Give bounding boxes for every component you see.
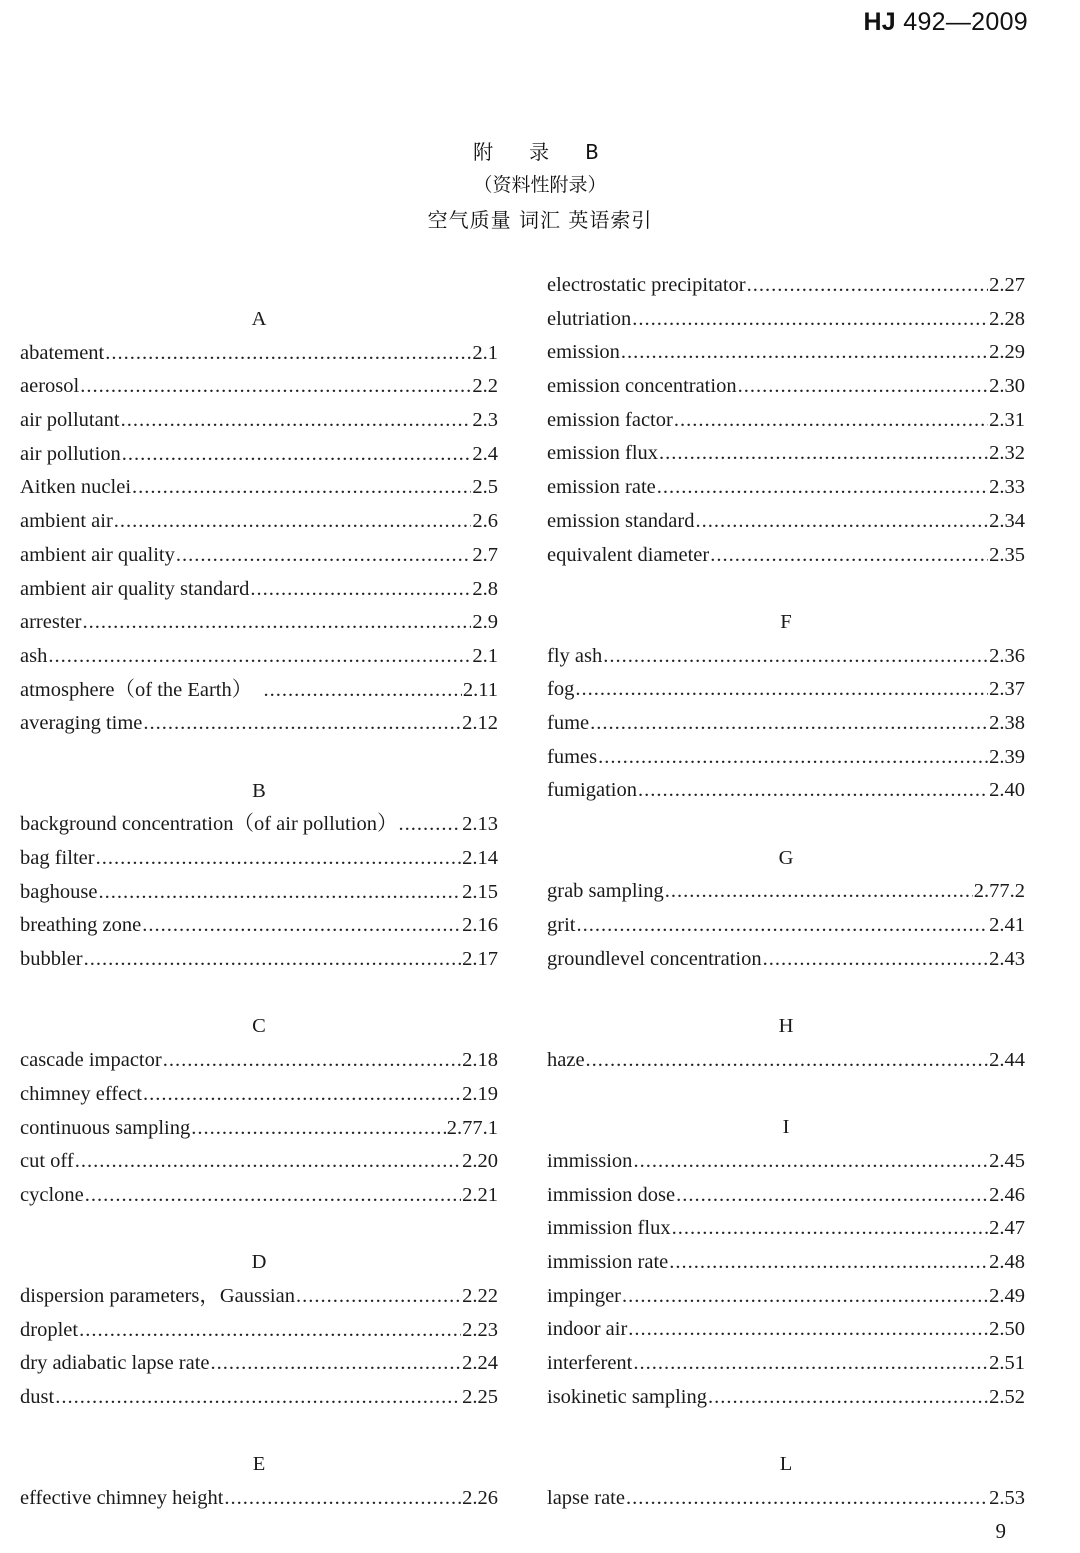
index-entry bbox=[547, 1280, 1025, 1314]
dot-leader bbox=[708, 1381, 988, 1415]
clause-number: 2.13 bbox=[462, 813, 498, 836]
clause-number: 2.77.2 bbox=[973, 880, 1025, 903]
clause-number: 2.4 bbox=[472, 442, 498, 465]
clause-number: 2.40 bbox=[989, 779, 1025, 802]
index-term: droplet bbox=[20, 1318, 79, 1341]
spacer-line bbox=[20, 741, 498, 775]
index-entry bbox=[20, 808, 498, 842]
clause-number: 2.38 bbox=[989, 711, 1025, 734]
index-entry bbox=[20, 1482, 498, 1516]
index-title: 空气质量 词汇 英语索引 bbox=[427, 208, 653, 232]
index-entry bbox=[20, 1145, 498, 1179]
dot-leader bbox=[586, 1044, 989, 1078]
clause-number: 2.2 bbox=[472, 375, 498, 398]
index-term: background concentration（of air pollution） bbox=[20, 813, 398, 836]
dot-leader bbox=[121, 404, 472, 438]
index-term: immission dose bbox=[547, 1183, 676, 1206]
index-term: indoor air bbox=[547, 1318, 628, 1341]
clause-number: 2.53 bbox=[989, 1486, 1025, 1509]
document-code-number: 492—2009 bbox=[896, 8, 1028, 36]
clause-number: 2.37 bbox=[989, 678, 1025, 701]
index-entry bbox=[20, 370, 498, 404]
index-entry bbox=[547, 640, 1025, 674]
spacer-line bbox=[547, 1078, 1025, 1112]
clause-number: 2.1 bbox=[472, 644, 498, 667]
index-entry bbox=[547, 269, 1025, 303]
index-entry bbox=[547, 404, 1025, 438]
document-code-prefix: HJ bbox=[863, 8, 897, 36]
dot-leader bbox=[176, 539, 472, 573]
clause-number: 2.30 bbox=[989, 375, 1025, 398]
index-term: isokinetic sampling bbox=[547, 1385, 707, 1408]
dot-leader bbox=[191, 1112, 445, 1146]
dot-leader bbox=[250, 573, 471, 607]
index-term: bubbler bbox=[20, 948, 83, 971]
dot-leader bbox=[79, 1314, 461, 1348]
clause-number: 2.15 bbox=[462, 880, 498, 903]
index-entry bbox=[20, 640, 498, 674]
section-letter-heading: D bbox=[251, 1251, 267, 1274]
clause-number: 2.31 bbox=[989, 408, 1025, 431]
dot-leader bbox=[628, 1313, 988, 1347]
appendix-title: 附 录 B bbox=[473, 140, 607, 164]
section-letter-heading: I bbox=[782, 1116, 790, 1139]
spacer-line bbox=[547, 572, 1025, 606]
clause-number: 2.17 bbox=[462, 948, 498, 971]
dot-leader bbox=[669, 1246, 988, 1280]
dot-leader bbox=[659, 437, 988, 471]
dot-leader bbox=[85, 1179, 461, 1213]
clause-number: 2.28 bbox=[989, 307, 1025, 330]
index-entry bbox=[547, 673, 1025, 707]
dot-leader bbox=[122, 438, 472, 472]
clause-number: 2.5 bbox=[472, 476, 498, 499]
index-term: ash bbox=[20, 644, 48, 667]
dot-leader bbox=[695, 505, 988, 539]
clause-number: 2.52 bbox=[989, 1385, 1025, 1408]
dot-leader bbox=[80, 370, 471, 404]
spacer-line bbox=[547, 808, 1025, 842]
appendix-type: （资料性附录） bbox=[473, 174, 607, 196]
index-entry bbox=[547, 707, 1025, 741]
clause-number: 2.8 bbox=[472, 577, 498, 600]
section-letter-heading: F bbox=[780, 610, 792, 633]
index-entry bbox=[547, 539, 1025, 573]
clause-number: 2.33 bbox=[989, 476, 1025, 499]
index-entry bbox=[547, 1044, 1025, 1078]
dot-leader bbox=[82, 606, 471, 640]
index-entry bbox=[547, 741, 1025, 775]
clause-number: 2.1 bbox=[472, 341, 498, 364]
clause-number: 2.18 bbox=[462, 1049, 498, 1072]
index-entry bbox=[547, 1179, 1025, 1213]
clause-number: 2.26 bbox=[462, 1487, 498, 1510]
spacer-line bbox=[547, 1414, 1025, 1448]
index-term: dust bbox=[20, 1386, 55, 1408]
dot-leader bbox=[665, 875, 973, 909]
index-term: lapse rate bbox=[547, 1486, 625, 1509]
index-term: air pollutant bbox=[20, 409, 120, 432]
index-term: air pollution bbox=[20, 442, 121, 465]
section-letter-heading: E bbox=[252, 1453, 266, 1476]
index-entry bbox=[547, 1313, 1025, 1347]
index-entry bbox=[20, 1314, 498, 1348]
dot-leader bbox=[163, 1044, 461, 1078]
dot-leader bbox=[132, 471, 471, 505]
index-entry bbox=[20, 337, 498, 371]
index-entry bbox=[547, 1212, 1025, 1246]
index-term: continuous sampling bbox=[20, 1116, 191, 1139]
clause-number: 2.6 bbox=[472, 510, 498, 533]
clause-number: 2.32 bbox=[989, 442, 1025, 465]
index-entry bbox=[547, 505, 1025, 539]
index-entry bbox=[20, 943, 498, 977]
index-term: haze bbox=[547, 1048, 585, 1071]
dot-leader bbox=[633, 1145, 988, 1179]
spacer-line bbox=[20, 1415, 498, 1449]
dot-leader bbox=[398, 808, 461, 842]
index-term: cyclone bbox=[20, 1183, 84, 1206]
clause-number: 2.20 bbox=[462, 1150, 498, 1173]
dot-leader bbox=[114, 505, 472, 539]
index-entry bbox=[20, 1347, 498, 1381]
index-term: fumigation bbox=[547, 779, 637, 802]
clause-number: 2.39 bbox=[989, 745, 1025, 768]
clause-number: 2.36 bbox=[989, 644, 1025, 667]
section-letter-heading: A bbox=[251, 308, 267, 330]
index-term: emission bbox=[547, 341, 620, 364]
dot-leader bbox=[621, 336, 988, 370]
index-term: fumes bbox=[547, 745, 598, 768]
clause-number: 2.77.1 bbox=[446, 1116, 498, 1139]
clause-number: 2.23 bbox=[462, 1318, 498, 1341]
index-entry bbox=[547, 1381, 1025, 1415]
index-entry bbox=[547, 370, 1025, 404]
index-term: fume bbox=[547, 711, 590, 734]
index-entry bbox=[20, 606, 498, 640]
section-letter-heading: H bbox=[778, 1015, 794, 1038]
dot-leader bbox=[143, 707, 461, 741]
section-letter-heading: C bbox=[252, 1015, 266, 1038]
clause-number: 2.45 bbox=[989, 1149, 1025, 1172]
clause-number: 2.48 bbox=[989, 1250, 1025, 1273]
index-term: grab sampling bbox=[547, 880, 664, 903]
clause-number: 2.14 bbox=[462, 847, 498, 869]
index-entry bbox=[547, 303, 1025, 337]
clause-number: 2.51 bbox=[989, 1352, 1025, 1374]
dot-leader bbox=[674, 404, 988, 438]
page-number: 9 bbox=[995, 1519, 1006, 1543]
index-entry bbox=[547, 875, 1025, 909]
dot-leader bbox=[598, 741, 988, 775]
index-column-left bbox=[20, 303, 498, 1516]
index-column-right bbox=[547, 269, 1025, 1515]
index-entry bbox=[20, 674, 498, 708]
index-entry bbox=[20, 1280, 498, 1314]
index-entry bbox=[547, 909, 1025, 943]
dot-leader bbox=[98, 876, 461, 910]
index-term: dry adiabatic lapse rate bbox=[20, 1352, 210, 1375]
index-entry bbox=[20, 471, 498, 505]
index-term: impinger bbox=[547, 1284, 622, 1307]
index-term: immission rate bbox=[547, 1250, 669, 1273]
index-term: arrester bbox=[20, 611, 82, 634]
dot-leader bbox=[672, 1212, 989, 1246]
index-entry bbox=[20, 876, 498, 910]
spacer-line bbox=[547, 976, 1025, 1010]
index-term: breathing zone bbox=[20, 914, 142, 937]
index-entry bbox=[20, 404, 498, 438]
clause-number: 2.16 bbox=[462, 914, 498, 937]
index-term: ambient air quality bbox=[20, 543, 175, 566]
index-entry bbox=[20, 1078, 498, 1112]
dot-leader bbox=[576, 909, 988, 943]
dot-leader bbox=[603, 640, 988, 674]
section-letter-heading: B bbox=[252, 779, 266, 802]
clause-number: 2.43 bbox=[989, 947, 1025, 970]
index-entry bbox=[20, 707, 498, 741]
index-term: emission factor bbox=[547, 408, 673, 431]
index-term: atmosphere（of the Earth） bbox=[20, 678, 263, 701]
index-term: ambient air quality standard bbox=[20, 577, 250, 600]
clause-number: 2.25 bbox=[462, 1386, 498, 1408]
clause-number: 2.7 bbox=[472, 543, 498, 566]
index-entry bbox=[20, 1179, 498, 1213]
dot-leader bbox=[747, 269, 988, 303]
index-term: grit bbox=[547, 914, 576, 937]
clause-number: 2.12 bbox=[462, 712, 498, 735]
document-code bbox=[863, 8, 1028, 37]
section-letter-heading: G bbox=[778, 846, 794, 869]
clause-number: 2.50 bbox=[989, 1318, 1025, 1341]
index-entry bbox=[20, 909, 498, 943]
index-term: fly ash bbox=[547, 644, 603, 667]
index-term: baghouse bbox=[20, 880, 98, 903]
dot-leader bbox=[710, 539, 988, 573]
clause-number: 2.3 bbox=[472, 409, 498, 432]
dot-leader bbox=[638, 774, 988, 808]
index-entry bbox=[547, 1145, 1025, 1179]
clause-number: 2.49 bbox=[989, 1284, 1025, 1307]
index-entry bbox=[547, 1246, 1025, 1280]
index-term: emission concentration bbox=[547, 375, 737, 398]
index-entry bbox=[547, 943, 1025, 977]
spacer-line bbox=[20, 1213, 498, 1247]
clause-number: 2.9 bbox=[472, 611, 498, 634]
index-term: emission standard bbox=[547, 509, 695, 532]
dot-leader bbox=[590, 707, 988, 741]
dot-leader bbox=[763, 943, 989, 977]
index-entry bbox=[20, 539, 498, 573]
dot-leader bbox=[657, 471, 988, 505]
index-term: emission flux bbox=[547, 442, 659, 465]
index-term: immission flux bbox=[547, 1217, 671, 1240]
index-term: electrostatic precipitator bbox=[547, 274, 746, 296]
dot-leader bbox=[632, 303, 988, 337]
index-term: ambient air bbox=[20, 510, 113, 533]
index-term: effective chimney height bbox=[20, 1487, 224, 1510]
index-term: immission bbox=[547, 1149, 633, 1172]
index-entry bbox=[547, 437, 1025, 471]
index-entry bbox=[20, 573, 498, 607]
appendix-titles bbox=[0, 136, 1080, 238]
dot-leader bbox=[211, 1347, 462, 1381]
dot-leader bbox=[142, 909, 461, 943]
index-entry bbox=[20, 1112, 498, 1146]
dot-leader bbox=[55, 1381, 461, 1415]
clause-number: 2.19 bbox=[462, 1082, 498, 1105]
dot-leader bbox=[622, 1280, 988, 1314]
dot-leader bbox=[575, 673, 988, 707]
spacer-line bbox=[20, 977, 498, 1011]
index-entry bbox=[547, 1482, 1025, 1516]
clause-number: 2.34 bbox=[989, 509, 1025, 532]
index-entry bbox=[547, 774, 1025, 808]
index-term: averaging time bbox=[20, 712, 143, 735]
index-entry bbox=[20, 505, 498, 539]
index-term: equivalent diameter bbox=[547, 543, 710, 566]
index-term: cut off bbox=[20, 1150, 74, 1173]
index-entry bbox=[547, 1347, 1025, 1381]
clause-number: 2.27 bbox=[989, 274, 1025, 296]
index-term: Aitken nuclei bbox=[20, 476, 132, 499]
index-entry bbox=[20, 1381, 498, 1415]
index-term: interferent bbox=[547, 1352, 633, 1374]
clause-number: 2.21 bbox=[462, 1183, 498, 1206]
dot-leader bbox=[75, 1145, 461, 1179]
dot-leader bbox=[96, 842, 462, 876]
dot-leader bbox=[626, 1482, 988, 1516]
clause-number: 2.22 bbox=[462, 1284, 498, 1307]
dot-leader bbox=[48, 640, 471, 674]
index-term: elutriation bbox=[547, 307, 632, 330]
dot-leader bbox=[296, 1280, 461, 1314]
index-term: emission rate bbox=[547, 476, 656, 499]
clause-number: 2.41 bbox=[989, 914, 1025, 937]
clause-number: 2.24 bbox=[462, 1352, 498, 1375]
index-term: abatement bbox=[20, 341, 105, 364]
index-term: cascade impactor bbox=[20, 1049, 162, 1072]
clause-number: 2.44 bbox=[989, 1048, 1025, 1071]
clause-number: 2.11 bbox=[462, 678, 498, 701]
index-term: aerosol bbox=[20, 375, 80, 398]
index-term: fog bbox=[547, 678, 575, 701]
dot-leader bbox=[264, 674, 462, 708]
index-entry bbox=[547, 471, 1025, 505]
index-term: dispersion parameters，Gaussian bbox=[20, 1284, 295, 1307]
dot-leader bbox=[738, 370, 989, 404]
clause-number: 2.47 bbox=[989, 1217, 1025, 1240]
dot-leader bbox=[84, 943, 462, 977]
index-entry bbox=[547, 336, 1025, 370]
index-term: chimney effect bbox=[20, 1082, 142, 1105]
clause-number: 2.46 bbox=[989, 1183, 1025, 1206]
index-entry bbox=[20, 1044, 498, 1078]
clause-number: 2.29 bbox=[989, 341, 1025, 364]
dot-leader bbox=[676, 1179, 988, 1213]
dot-leader bbox=[633, 1347, 988, 1381]
index-entry bbox=[20, 438, 498, 472]
dot-leader bbox=[143, 1078, 461, 1112]
section-letter-heading: L bbox=[779, 1453, 793, 1476]
index-term: groundlevel concentration bbox=[547, 947, 762, 970]
index-term: bag filter bbox=[20, 847, 95, 869]
dot-leader bbox=[105, 337, 471, 371]
index-entry bbox=[20, 842, 498, 876]
clause-number: 2.35 bbox=[989, 543, 1025, 566]
dot-leader bbox=[224, 1482, 461, 1516]
